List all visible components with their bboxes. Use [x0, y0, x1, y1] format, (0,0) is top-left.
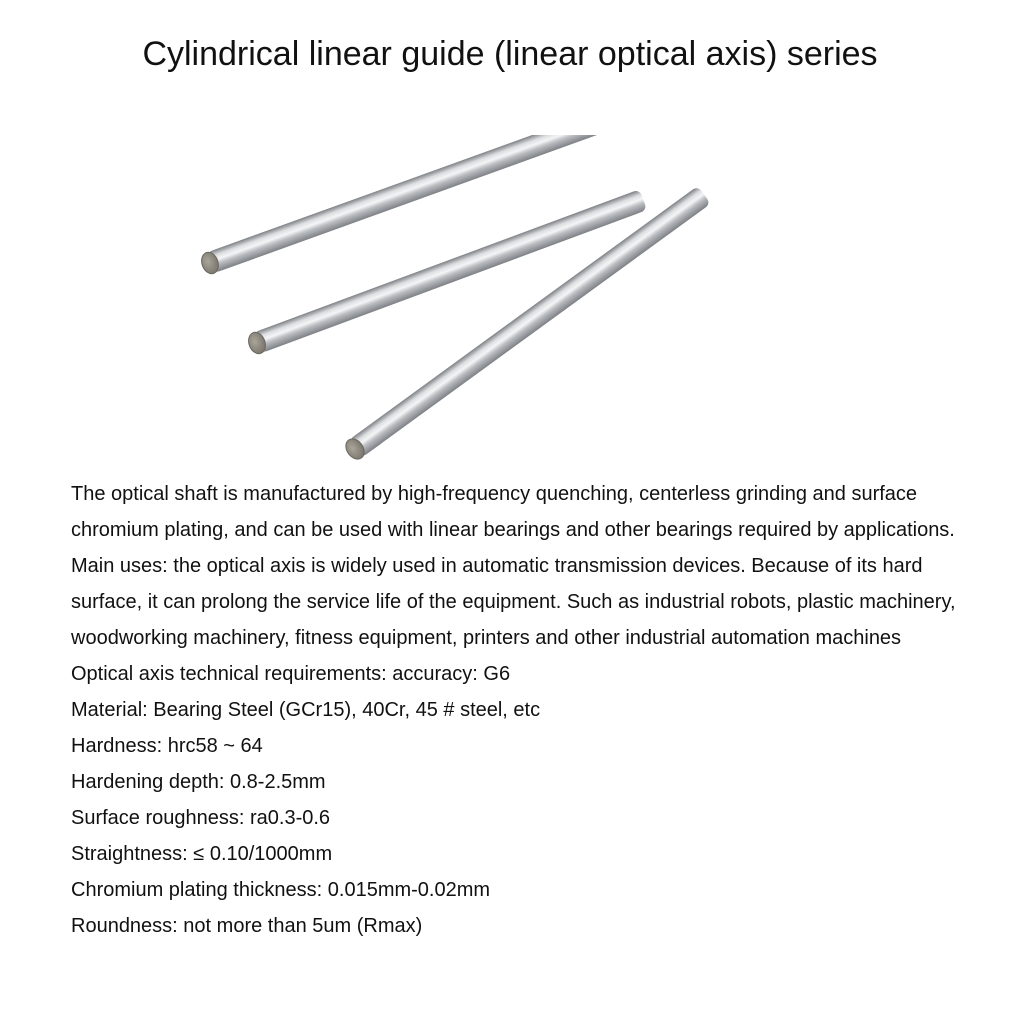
steel-shaft-bottom	[342, 186, 711, 463]
description-intro: The optical shaft is manufactured by high-frequency quenching, centerless grinding and surface chromium plating, and can be used with linear bearings and other bearings required by applications.	[71, 483, 955, 541]
description-main-uses: Main uses: the optical axis is widely used in automatic transmission devices. Because of its hard surface, it can prolong the service life of the equipment. Such as industrial robots, plastic machinery, woodworking machinery, fitness equipment, printers and other industrial automation machines	[71, 555, 956, 649]
product-image-steel-shafts	[180, 135, 740, 480]
spec-surface-roughness: Surface roughness: ra0.3-0.6	[71, 807, 331, 829]
product-description	[71, 476, 981, 944]
spec-accuracy: Optical axis technical requirements: accuracy: G6	[71, 663, 511, 685]
spec-chromium-plating-thickness: Chromium plating thickness: 0.015mm-0.02mm	[71, 879, 491, 901]
spec-hardness: Hardness: hrc58 ~ 64	[71, 735, 263, 757]
spec-material: Material: Bearing Steel (GCr15), 40Cr, 45 # steel, etc	[71, 699, 541, 721]
page-title: Cylindrical linear guide (linear optical axis) series	[142, 35, 878, 73]
steel-shaft-top	[199, 135, 619, 276]
spec-straightness: Straightness: ≤ 0.10/1000mm	[71, 843, 333, 865]
spec-hardening-depth: Hardening depth: 0.8-2.5mm	[71, 771, 326, 793]
spec-roundness: Roundness: not more than 5um (Rmax)	[71, 915, 423, 937]
